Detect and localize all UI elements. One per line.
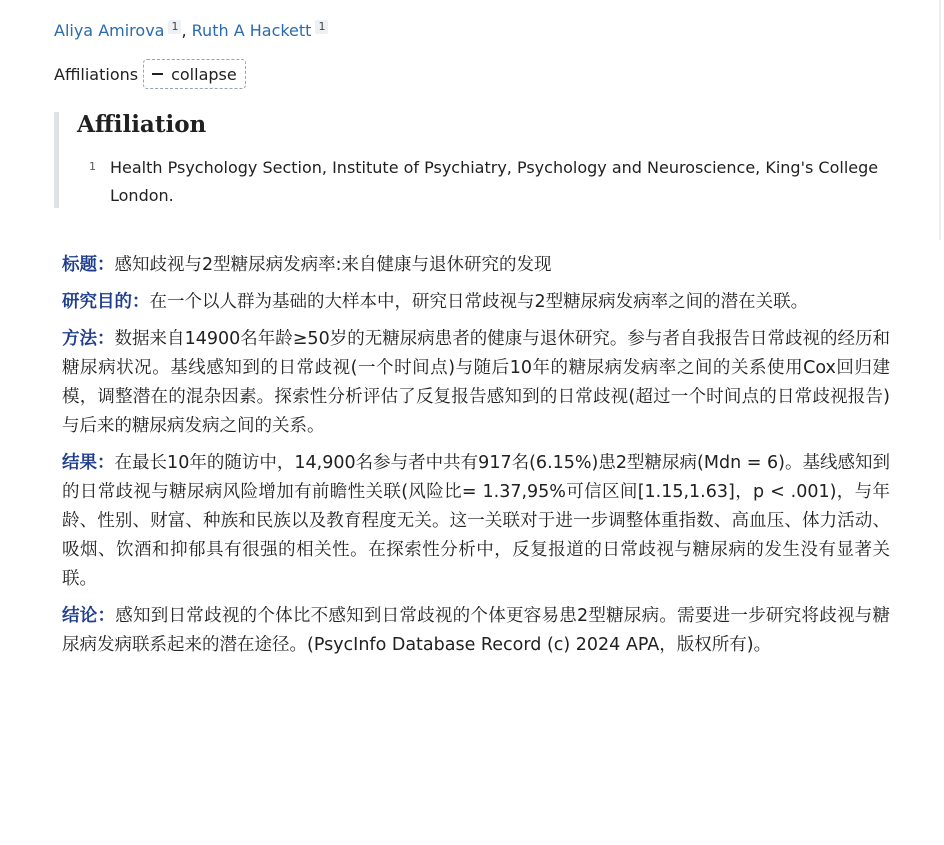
abstract-title-text: 感知歧视与2型糖尿病发病率:来自健康与退休研究的发现 bbox=[114, 255, 552, 275]
abstract-results-paragraph bbox=[62, 449, 890, 594]
affiliation-text: Health Psychology Section, Institute of Psychiatry, Psychology and Neuroscience, King's College London. bbox=[110, 158, 879, 205]
affiliation-section bbox=[54, 112, 909, 208]
abstract bbox=[62, 251, 890, 668]
abstract-conclusion-paragraph bbox=[62, 602, 890, 660]
affiliation-ref-badge[interactable]: 1 bbox=[315, 20, 328, 34]
collapse-affiliations-button[interactable] bbox=[143, 59, 246, 89]
author-link[interactable]: Ruth A Hackett bbox=[191, 21, 312, 40]
author-separator: , bbox=[181, 21, 187, 40]
affiliations-toggle-row bbox=[54, 60, 246, 88]
abstract-method-paragraph bbox=[62, 325, 890, 441]
abstract-title-paragraph bbox=[62, 251, 890, 280]
affiliation-ref-badge[interactable]: 1 bbox=[168, 20, 181, 34]
scrollbar-track[interactable] bbox=[939, 0, 941, 240]
abstract-conclusion-label: 结论： bbox=[62, 606, 116, 626]
collapse-button-label: collapse bbox=[171, 64, 237, 84]
affiliation-heading: Affiliation bbox=[77, 111, 207, 138]
affiliations-label: Affiliations bbox=[54, 64, 139, 84]
abstract-title-label: 标题： bbox=[62, 255, 115, 275]
abstract-results-label: 结果： bbox=[62, 453, 115, 473]
abstract-conclusion-text: 感知到日常歧视的个体比不感知到日常歧视的个体更容易患2型糖尿病。需要进一步研究将歧视与糖尿病发病联系起来的潜在途径。(PsycInfo Database Record (c) 2024 APA，版权所有)。 bbox=[62, 606, 890, 655]
abstract-objective-label: 研究目的： bbox=[62, 292, 150, 312]
author-list bbox=[54, 18, 328, 44]
abstract-objective-text: 在一个以人群为基础的大样本中，研究日常歧视与2型糖尿病发病率之间的潜在关联。 bbox=[149, 292, 809, 312]
abstract-method-text: 数据来自14900名年龄≥50岁的无糖尿病患者的健康与退休研究。参与者自我报告日常歧视的经历和糖尿病状况。基线感知到的日常歧视(一个时间点)与随后10年的糖尿病发病率之间的关系使用Cox回归建模，调整潜在的混杂因素。探索性分析评估了反复报告感知到的日常歧视(超过一个时间点的日常歧视报告)与后来的糖尿病发病之间的关系。 bbox=[62, 329, 890, 436]
abstract-results-text: 在最长10年的随访中，14,900名参与者中共有917名(6.15%)患2型糖尿病(Mdn = 6)。基线感知到的日常歧视与糖尿病风险增加有前瞻性关联(风险比= 1.37,95%可信区间[1.15,1.63]，p < .001)，与年龄、性别、财富、种族和民族以及教育程度无关。这一关联对于进一步调整体重指数、高血压、体力活动、吸烟、饮酒和抑郁具有很强的相关性。在探索性分析中，反复报道的日常歧视与糖尿病的发生没有显著关联。 bbox=[62, 453, 890, 589]
abstract-method-label: 方法： bbox=[62, 329, 115, 349]
abstract-objective-paragraph bbox=[62, 288, 890, 317]
minus-icon bbox=[152, 73, 163, 75]
author-link[interactable]: Aliya Amirova bbox=[54, 21, 165, 40]
affiliation-number: 1 bbox=[89, 160, 96, 173]
